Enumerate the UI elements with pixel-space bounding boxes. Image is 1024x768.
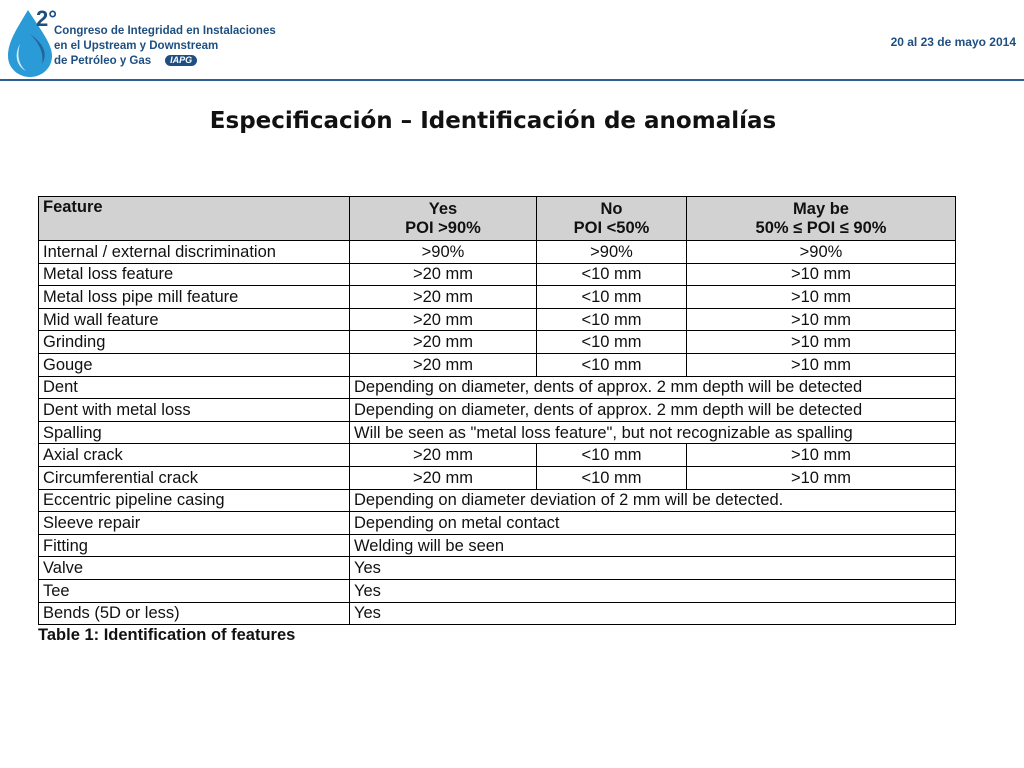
maybe-value-cell: >10 mm bbox=[687, 308, 956, 331]
yes-value-cell: >20 mm bbox=[350, 466, 537, 489]
feature-cell: Fitting bbox=[39, 534, 350, 557]
merged-description-cell: Will be seen as "metal loss feature", but not recognizable as spalling bbox=[350, 421, 956, 444]
merged-description-cell: Yes bbox=[350, 579, 956, 602]
table-row bbox=[39, 444, 956, 467]
congress-line-1: Congreso de Integridad en Instalaciones bbox=[54, 25, 276, 37]
merged-description-cell: Welding will be seen bbox=[350, 534, 956, 557]
maybe-value-cell: >10 mm bbox=[687, 466, 956, 489]
feature-cell: Internal / external discrimination bbox=[39, 241, 350, 264]
table-row bbox=[39, 602, 956, 625]
yes-value-cell: >20 mm bbox=[350, 263, 537, 286]
feature-cell: Axial crack bbox=[39, 444, 350, 467]
feature-cell: Tee bbox=[39, 579, 350, 602]
table-caption: Table 1: Identification of features bbox=[38, 626, 296, 644]
no-value-cell: <10 mm bbox=[537, 331, 687, 354]
logo-number: 2° bbox=[36, 6, 58, 31]
header-no: No POI <50% bbox=[537, 197, 687, 241]
feature-cell: Valve bbox=[39, 557, 350, 580]
table-row bbox=[39, 263, 956, 286]
feature-cell: Metal loss pipe mill feature bbox=[39, 286, 350, 309]
feature-cell: Sleeve repair bbox=[39, 512, 350, 535]
event-date: 20 al 23 de mayo 2014 bbox=[890, 35, 1016, 49]
no-value-cell: <10 mm bbox=[537, 444, 687, 467]
table-row bbox=[39, 466, 956, 489]
merged-description-cell: Yes bbox=[350, 557, 956, 580]
merged-description-cell: Depending on diameter deviation of 2 mm will be detected. bbox=[350, 489, 956, 512]
yes-value-cell: >20 mm bbox=[350, 286, 537, 309]
table-row bbox=[39, 286, 956, 309]
yes-value-cell: >20 mm bbox=[350, 331, 537, 354]
header-yes: Yes POI >90% bbox=[350, 197, 537, 241]
feature-cell: Dent bbox=[39, 376, 350, 399]
maybe-value-cell: >10 mm bbox=[687, 444, 956, 467]
header-divider bbox=[0, 79, 1024, 81]
yes-value-cell: >20 mm bbox=[350, 308, 537, 331]
merged-description-cell: Depending on diameter, dents of approx. 2 mm depth will be detected bbox=[350, 399, 956, 422]
maybe-value-cell: >90% bbox=[687, 241, 956, 264]
feature-cell: Mid wall feature bbox=[39, 308, 350, 331]
feature-cell: Metal loss feature bbox=[39, 263, 350, 286]
no-value-cell: <10 mm bbox=[537, 263, 687, 286]
yes-value-cell: >20 mm bbox=[350, 353, 537, 376]
table-row bbox=[39, 331, 956, 354]
table-row bbox=[39, 241, 956, 264]
header-feature: Feature bbox=[39, 197, 350, 241]
no-value-cell: <10 mm bbox=[537, 353, 687, 376]
table-row bbox=[39, 308, 956, 331]
feature-cell: Circumferential crack bbox=[39, 466, 350, 489]
merged-description-cell: Depending on diameter, dents of approx. 2 mm depth will be detected bbox=[350, 376, 956, 399]
merged-description-cell: Yes bbox=[350, 602, 956, 625]
table-row bbox=[39, 376, 956, 399]
table-header-row bbox=[39, 197, 956, 241]
maybe-value-cell: >10 mm bbox=[687, 353, 956, 376]
no-value-cell: <10 mm bbox=[537, 466, 687, 489]
table-row bbox=[39, 557, 956, 580]
feature-cell: Eccentric pipeline casing bbox=[39, 489, 350, 512]
no-value-cell: <10 mm bbox=[537, 286, 687, 309]
slide-title: Especificación – Identificación de anomalías bbox=[209, 108, 777, 134]
feature-cell: Bends (5D or less) bbox=[39, 602, 350, 625]
congress-name bbox=[54, 24, 276, 69]
yes-value-cell: >20 mm bbox=[350, 444, 537, 467]
table-row bbox=[39, 579, 956, 602]
maybe-value-cell: >10 mm bbox=[687, 286, 956, 309]
congress-line-3: de Petróleo y Gas bbox=[54, 55, 152, 67]
header-maybe: May be 50% ≤ POI ≤ 90% bbox=[687, 197, 956, 241]
feature-identification-table bbox=[38, 196, 956, 625]
table-row bbox=[39, 353, 956, 376]
feature-cell: Dent with metal loss bbox=[39, 399, 350, 422]
yes-value-cell: >90% bbox=[350, 241, 537, 264]
table-row bbox=[39, 399, 956, 422]
congress-line-2: en el Upstream y Downstream bbox=[54, 40, 219, 52]
feature-cell: Grinding bbox=[39, 331, 350, 354]
feature-cell: Gouge bbox=[39, 353, 350, 376]
slide-header bbox=[0, 0, 1024, 80]
table-row bbox=[39, 512, 956, 535]
maybe-value-cell: >10 mm bbox=[687, 263, 956, 286]
maybe-value-cell: >10 mm bbox=[687, 331, 956, 354]
no-value-cell: <10 mm bbox=[537, 308, 687, 331]
merged-description-cell: Depending on metal contact bbox=[350, 512, 956, 535]
table-row bbox=[39, 421, 956, 444]
table-row bbox=[39, 534, 956, 557]
no-value-cell: >90% bbox=[537, 241, 687, 264]
feature-cell: Spalling bbox=[39, 421, 350, 444]
iapg-logo-badge: IAPG bbox=[165, 55, 197, 66]
table-row bbox=[39, 489, 956, 512]
